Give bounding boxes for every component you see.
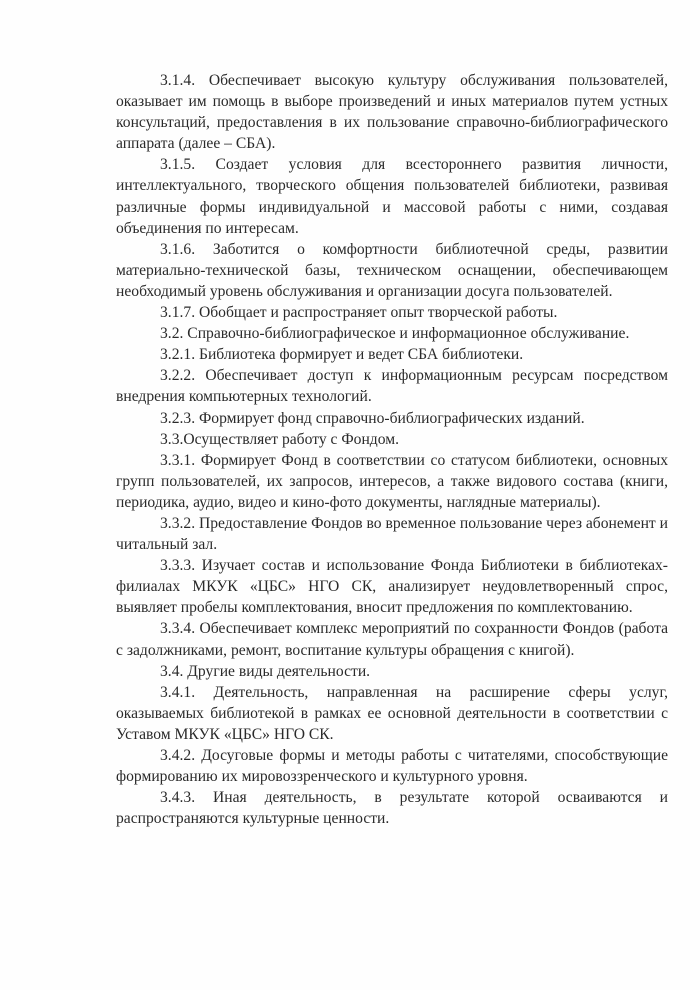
- paragraph-3-3-2: 3.3.2. Предоставление Фондов во временное пользование через абонемент и читальный зал.: [116, 514, 668, 554]
- paragraph-3-2-2: 3.2.2. Обеспечивает доступ к информационным ресурсам посредством внедрения компьютерных технологий.: [116, 367, 668, 406]
- paragraph-3-1-6: 3.1.6. Заботится о комфортности библиотечной среды, развитии материально-технической базы, техническом оснащении, обеспечивающем необходимый уровень обслуживания и организации досуга пользователей.: [116, 240, 668, 300]
- paragraph-3-1-5: 3.1.5. Создает условия для всестороннего развития личности, интеллектуального, творческого общения пользователей библиотеки, развивая различные формы индивидуальной и массовой работы с ними, создавая объединения по интересам.: [116, 156, 668, 237]
- paragraph-3-2-3: 3.2.3. Формирует фонд справочно-библиографических изданий.: [160, 409, 585, 427]
- paragraph-3-4-3: 3.4.3. Иная деятельность, в результате которой осваиваются и распространяются культурные ценности.: [116, 789, 668, 828]
- paragraph-3-1-7: 3.1.7. Обобщает и распространяет опыт творческой работы.: [160, 304, 558, 322]
- section-heading-3-3: 3.3.Осуществляет работу с Фондом.: [160, 430, 399, 448]
- section-heading-3-2: 3.2. Справочно-библиографическое и информационное обслуживание.: [160, 325, 630, 343]
- paragraph-3-4-1: 3.4.1. Деятельность, направленная на расширение сферы услуг, оказываемых библиотекой в рамках ее основной деятельности в соответствии с Уставом МКУК «ЦБС» НГО СК.: [116, 683, 668, 743]
- paragraph-3-2-1: 3.2.1. Библиотека формирует и ведет СБА библиотеки.: [160, 346, 524, 364]
- paragraph-3-3-4: 3.3.4. Обеспечивает комплекс мероприятий по сохранности Фондов (работа с задолжниками, ремонт, воспитание культуры обращения с книгой).: [116, 620, 668, 659]
- document-body: [116, 70, 668, 829]
- paragraph-3-3-3: 3.3.3. Изучает состав и использование Фонда Библиотеки в библиотеках-филиалах МКУК «ЦБС» НГО СК, анализирует неудовлетворенный спрос, выявляет пробелы комплектования, вносит предложения по комплектованию.: [116, 557, 668, 617]
- paragraph-3-1-4: 3.1.4. Обеспечивает высокую культуру обслуживания пользователей, оказывает им помощь в выборе произведений и иных материалов путем устных консультаций, предоставления в их пользование справочно-библиографического аппарата (далее – СБА).: [116, 72, 668, 153]
- section-heading-3-4: 3.4. Другие виды деятельности.: [160, 662, 371, 680]
- paragraph-3-4-2: 3.4.2. Досуговые формы и методы работы с читателями, способствующие формированию их мировоззренческого и культурного уровня.: [116, 747, 668, 786]
- paragraph-3-3-1: 3.3.1. Формирует Фонд в соответствии со статусом библиотеки, основных групп пользователей, их запросов, интересов, а также видового состава (книги, периодика, аудио, видео и кино-фото документы, наглядные материалы).: [116, 451, 668, 511]
